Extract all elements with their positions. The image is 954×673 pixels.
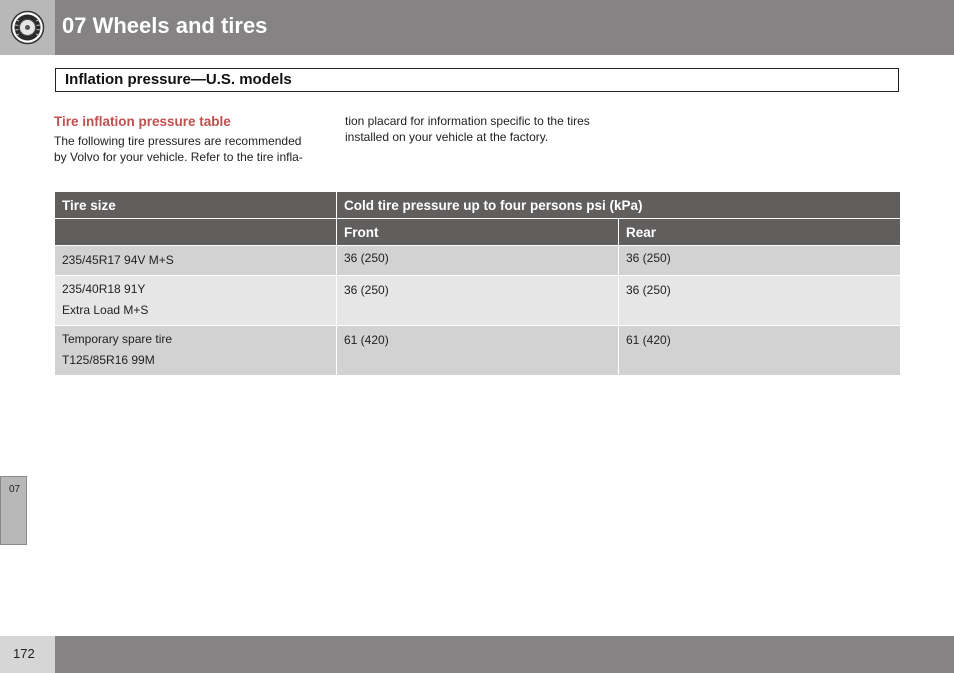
body-text-line: by Volvo for your vehicle. Refer to the tire infla- — [54, 150, 303, 164]
footer-bar — [55, 636, 954, 673]
tire-size-cell — [55, 276, 337, 326]
rear-pressure-cell: 61 (420) — [619, 326, 901, 376]
tire-size-line: 235/40R18 91Y — [62, 282, 146, 296]
header-cold-pressure: Cold tire pressure up to four persons psi (kPa) — [337, 192, 901, 219]
body-text-column-left — [54, 133, 324, 165]
chapter-side-tab — [0, 476, 27, 545]
body-text-column-right — [345, 113, 625, 145]
tire-size-line: 235/45R17 94V M+S — [62, 253, 174, 267]
tire-size-line: T125/85R16 99M — [62, 353, 155, 367]
header-tire-size: Tire size — [55, 192, 337, 219]
body-text-line: tion placard for information specific to the tires — [345, 114, 590, 128]
front-pressure-cell: 36 (250) — [337, 246, 619, 276]
tire-icon — [10, 10, 45, 45]
subheader-front: Front — [337, 219, 619, 246]
rear-pressure-cell: 36 (250) — [619, 246, 901, 276]
table-row — [55, 326, 901, 376]
body-text-line: The following tire pressures are recommended — [54, 134, 302, 148]
tire-size-cell — [55, 326, 337, 376]
tire-size-line: Extra Load M+S — [62, 303, 149, 317]
tire-size-cell — [55, 246, 337, 276]
front-pressure-cell: 61 (420) — [337, 326, 619, 376]
body-text-line: installed on your vehicle at the factory. — [345, 130, 549, 144]
rear-pressure-cell: 36 (250) — [619, 276, 901, 326]
side-tab-label: 07 — [9, 484, 21, 495]
section-title: Inflation pressure—U.S. models — [65, 71, 292, 88]
header-empty-cell — [55, 219, 337, 246]
tire-size-line: Temporary spare tire — [62, 332, 173, 346]
chapter-title: 07 Wheels and tires — [62, 13, 268, 38]
page-number: 172 — [13, 646, 35, 661]
front-pressure-cell: 36 (250) — [337, 276, 619, 326]
subheader-rear: Rear — [619, 219, 901, 246]
section-heading-box — [55, 68, 899, 92]
table-row — [55, 276, 901, 326]
footer-page-box — [0, 636, 55, 673]
chapter-icon-box — [0, 0, 55, 55]
table-row — [55, 246, 901, 276]
subheading: Tire inflation pressure table — [54, 114, 231, 129]
tire-pressure-table — [54, 191, 901, 376]
